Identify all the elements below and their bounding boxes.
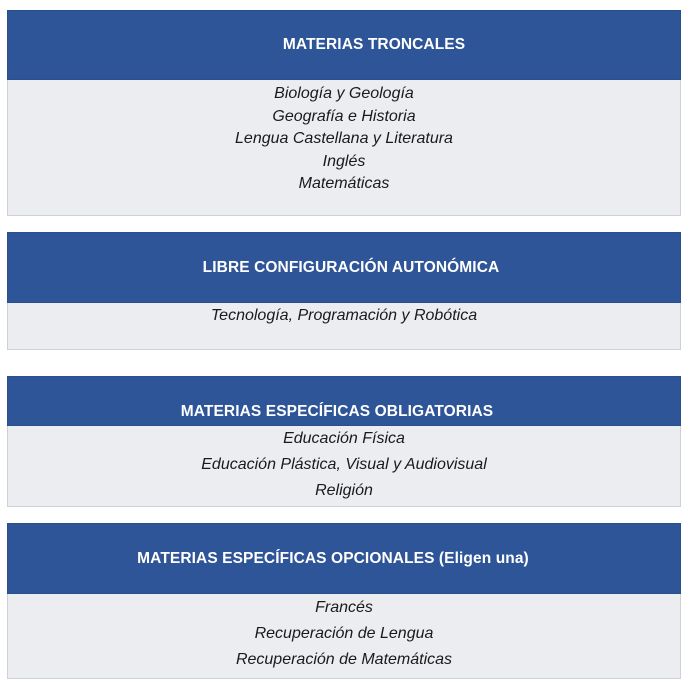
subject-item: Religión	[315, 482, 373, 499]
section-title: LIBRE CONFIGURACIÓN AUTONÓMICA	[202, 258, 500, 276]
subject-item: Recuperación de Matemáticas	[235, 651, 453, 668]
subject-item: Educación Física	[283, 430, 405, 447]
subject-item: Geografía e Historia	[272, 107, 416, 125]
section-body	[7, 80, 681, 216]
section-body	[7, 594, 681, 679]
section-body	[7, 426, 681, 507]
section-header	[7, 376, 681, 426]
subject-item: Tecnología, Programación y Robótica	[210, 307, 478, 324]
section-title: MATERIAS ESPECÍFICAS OPCIONALES (Eligen una)	[137, 549, 529, 567]
section-header	[7, 232, 681, 303]
subject-item: Educación Plástica, Visual y Audiovisual	[201, 456, 487, 473]
section-libre-configuracion	[7, 232, 681, 350]
section-title: MATERIAS TRONCALES	[282, 36, 466, 53]
subject-item: Biología y Geología	[274, 85, 414, 102]
subject-item: Recuperación de Lengua	[254, 625, 434, 642]
section-especificas-opcionales	[7, 523, 681, 679]
subject-item: Francés	[315, 599, 373, 616]
subject-item: Matemáticas	[298, 175, 390, 192]
section-title: MATERIAS ESPECÍFICAS OBLIGATORIAS	[180, 403, 494, 420]
section-materias-troncales	[7, 10, 681, 216]
section-body	[7, 303, 681, 350]
section-header	[7, 523, 681, 594]
section-header	[7, 10, 681, 80]
subject-item: Inglés	[322, 152, 366, 170]
subject-item: Lengua Castellana y Literatura	[235, 130, 453, 147]
section-especificas-obligatorias	[7, 376, 681, 507]
